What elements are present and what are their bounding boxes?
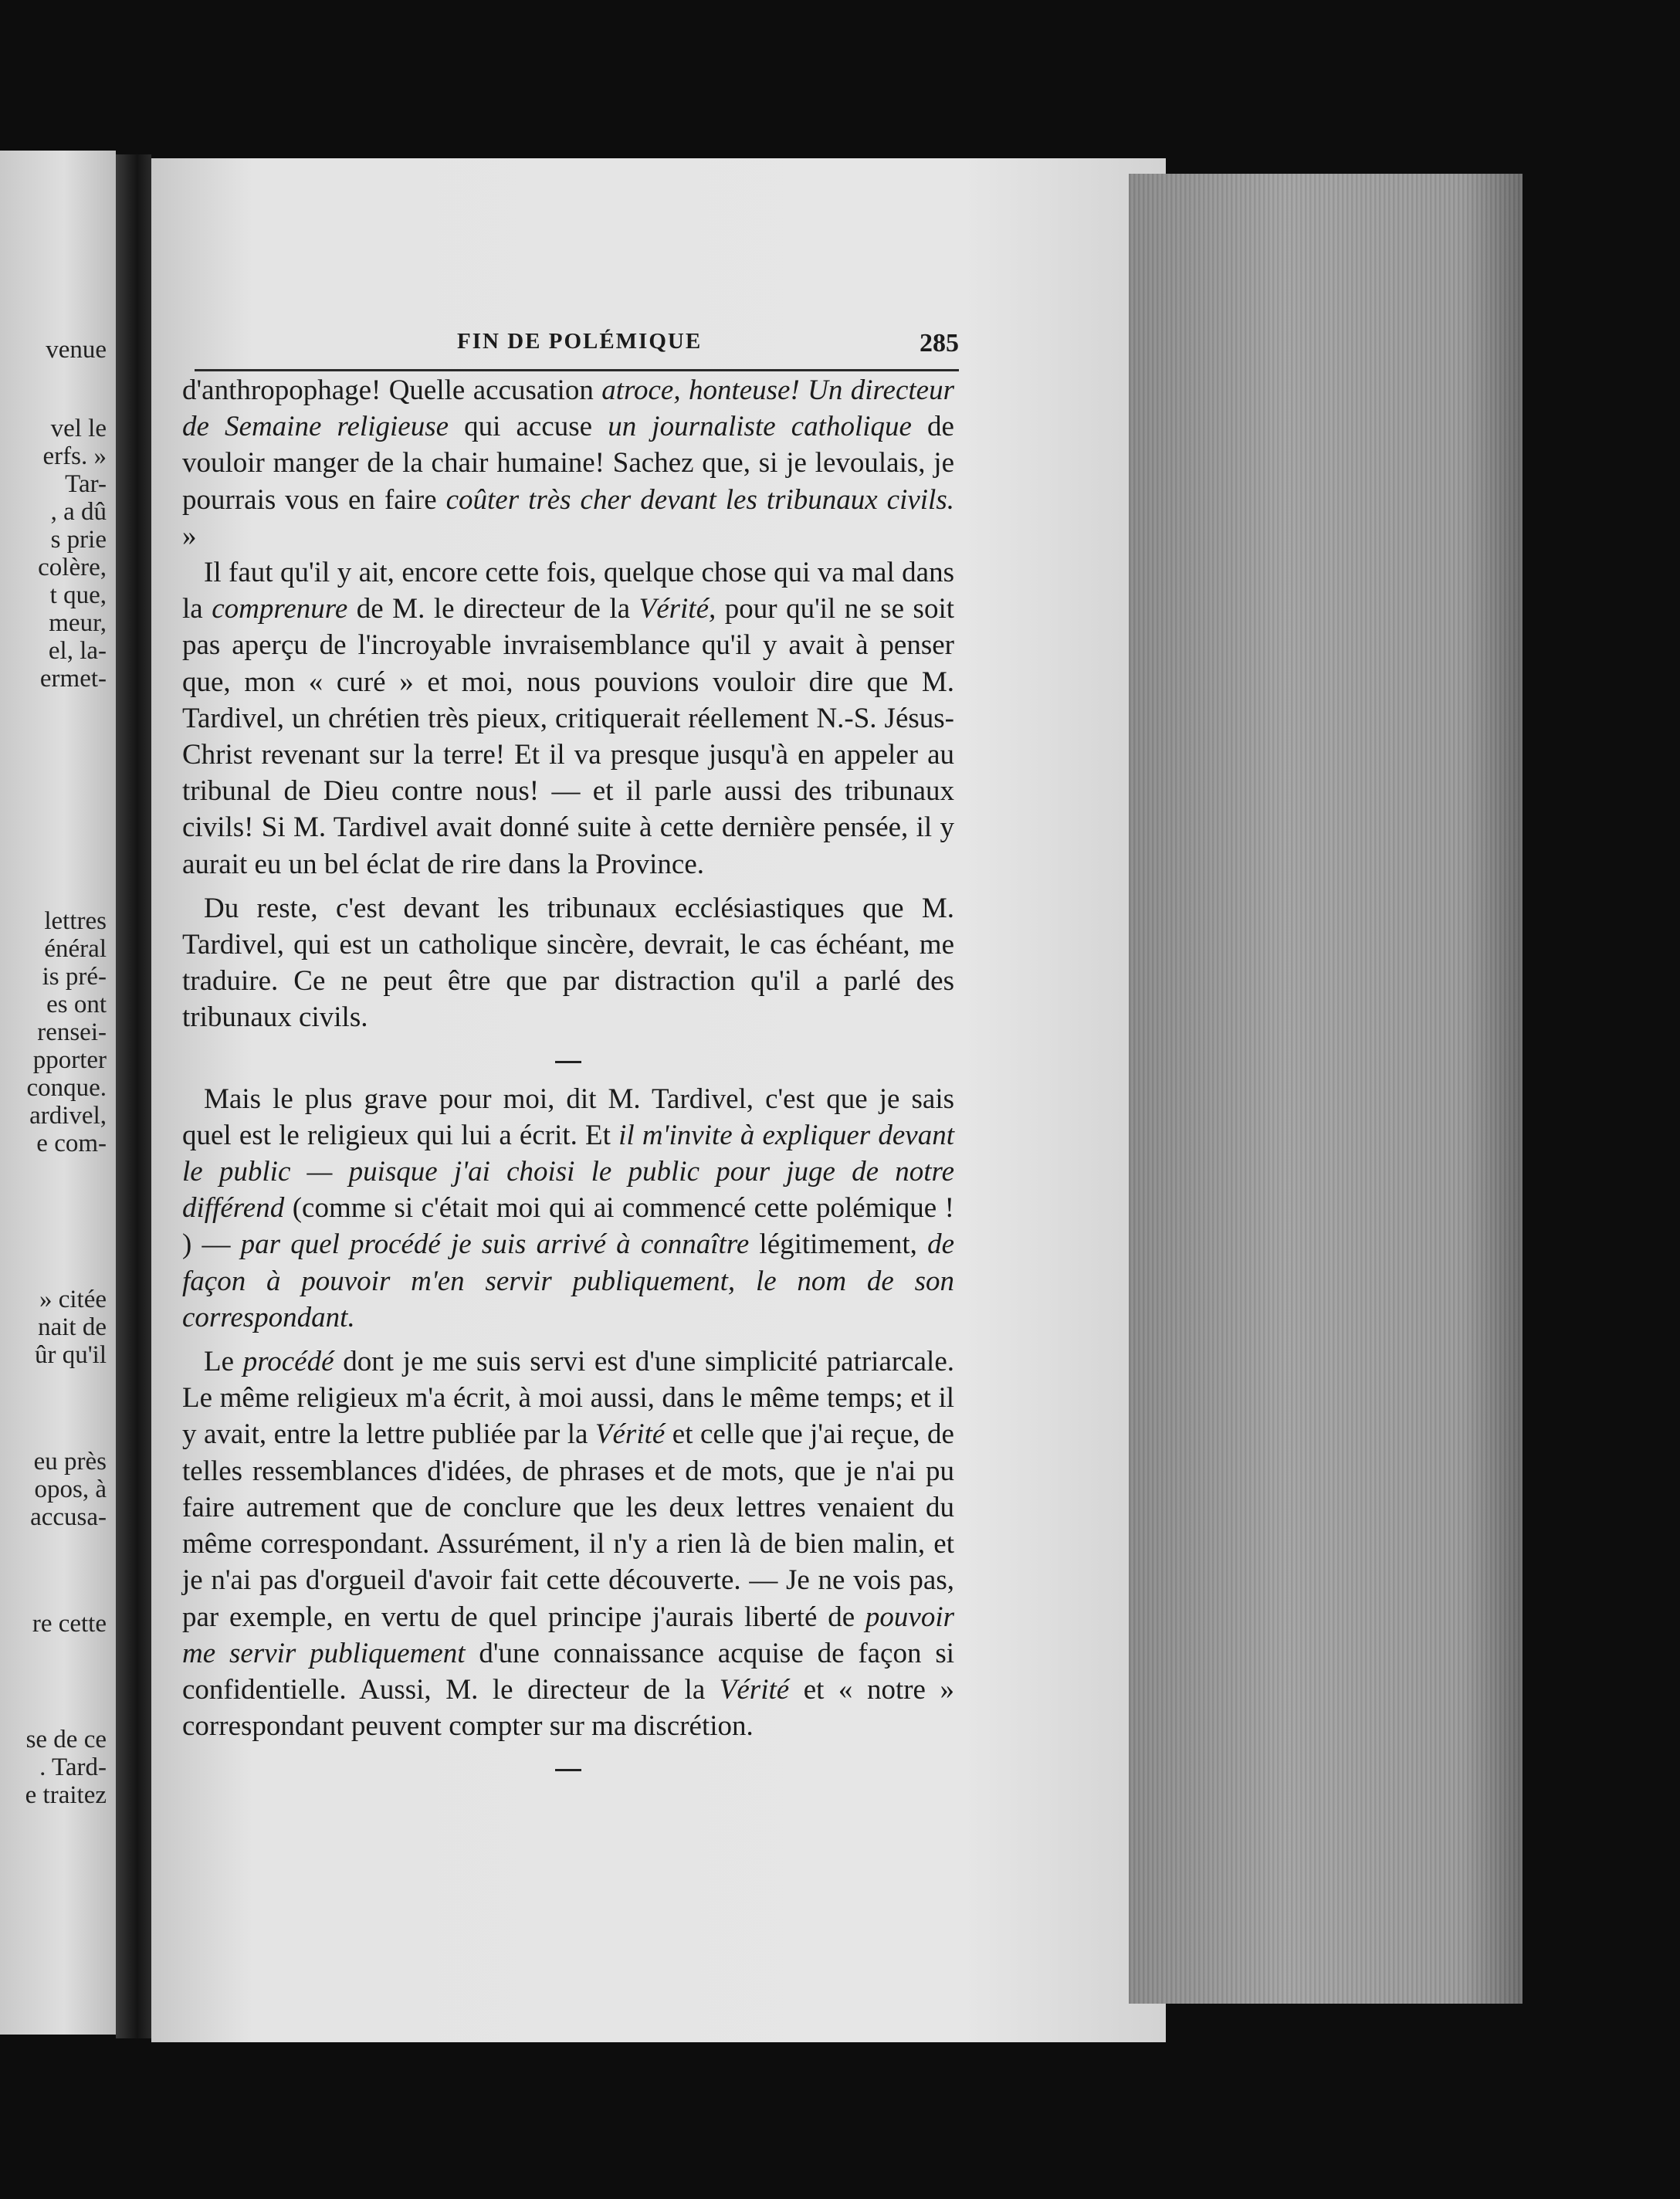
- text: Il faut qu'il y ait, encore cette fois, quelque chose qui va mal dans la: [182, 557, 954, 625]
- left-page-fragment: » citée: [39, 1286, 107, 1313]
- left-page-fragment: eu près: [33, 1448, 107, 1476]
- italic-text: par quel procédé je suis arrivé à connaître: [240, 1228, 750, 1261]
- italic-text: de façon à pouvoir m'en servir publiquement, le nom de son correspondant.: [182, 1228, 954, 1333]
- left-page-fragment: énéral: [44, 935, 107, 963]
- page-body: [182, 372, 954, 1789]
- left-page-fragment: , a dû: [50, 498, 107, 526]
- left-page-fragment: colère,: [38, 554, 107, 581]
- italic-text: comprenure: [212, 593, 348, 625]
- italic-text: atroce, honteuse! Un directeur de Semaine religieuse: [182, 374, 954, 443]
- left-page-fragment: t que,: [49, 581, 107, 609]
- left-page-fragment: conque.: [26, 1074, 107, 1102]
- text: pour qu'il ne se soit pas aperçu de l'incroyable invraisemblance qu'il y avait à penser que, mon « curé » et moi, nous pouvions vouloir dire que M. Tardivel, un chrétien très pieux, critiquerait réellement N.-S. Jésus-Christ revenant sur la terre! Et il va presque jusqu'à en appeler au tribunal de Dieu contre nous! — et il parle aussi des tribunaux civils! Si M. Tardivel avait donné suite à cette dernière pensée, il y aurait eu un bel éclat de rire dans la Province.: [182, 593, 955, 880]
- separator-dash: [555, 1769, 581, 1771]
- running-head: FIN DE POLÉMIQUE: [457, 329, 703, 354]
- paragraph: [182, 372, 954, 554]
- left-page-fragment: ûr qu'il: [34, 1341, 107, 1369]
- left-page-fragment: s prie: [50, 526, 107, 554]
- header-rule: [195, 369, 959, 371]
- italic-text: Vérité: [594, 1418, 666, 1451]
- text: et celle que j'ai reçue, de telles ressemblances d'idées, de phrases et de mots, que je n'ai pu faire autrement que de conclure que les deux lettres venaient du même correspondant. Assurément, il n'y a rien là de bien malin, et je n'ai pas d'orgueil d'avoir fait cette découverte. — Je ne vois pas, par exemple, en vertu de quel principe j'aurais liberté de: [182, 1418, 954, 1633]
- text: »: [182, 520, 197, 552]
- text: d'une connaissance acquise de façon si confidentielle. Aussi, M. le directeur de la: [182, 1637, 954, 1706]
- left-page-fragment: vel le: [50, 415, 107, 442]
- left-page-fragment: lettres: [44, 907, 107, 935]
- left-page-fragment: erfs. »: [42, 442, 107, 470]
- page-header: [195, 323, 959, 369]
- left-page-fragment: se de ce: [25, 1726, 107, 1753]
- page-number: 285: [920, 329, 959, 357]
- text: Du reste, c'est devant les tribunaux ecclésiastiques que M. Tardivel, qui est un catholique sincère, devrait, le cas échéant, me traduire. Ce ne peut être que par distraction qu'il a parlé des tribunaux civils.: [182, 892, 954, 1034]
- italic-text: un journaliste catholique: [608, 411, 912, 443]
- text: d'anthropophage! Quelle accusation: [182, 374, 602, 406]
- left-page-fragment: Tar-: [65, 470, 107, 498]
- italic-text: Vérité: [719, 1673, 790, 1706]
- section-separator: [182, 1039, 954, 1081]
- left-page-fragment: el, la-: [48, 637, 107, 665]
- text: de vouloir manger de la chair humaine! Sachez que, si je levoulais, je pourrais vous en faire: [182, 411, 954, 516]
- left-page-fragment: e com-: [36, 1130, 107, 1157]
- italic-text: pouvoir me servir publiquement: [182, 1601, 954, 1669]
- left-page-fragment: pporter: [32, 1046, 107, 1074]
- italic-text: Vérité,: [638, 593, 716, 625]
- section-separator: [182, 1747, 954, 1789]
- left-page-fragment: es ont: [46, 991, 107, 1018]
- paragraph: [182, 890, 954, 1036]
- left-page-fragment: nait de: [38, 1313, 107, 1341]
- text: qui accuse: [449, 411, 608, 443]
- book-gutter: [116, 154, 151, 2038]
- left-page-fragment: accusa-: [30, 1503, 107, 1531]
- text: Le: [204, 1346, 243, 1378]
- left-page-fragment: ermet-: [39, 665, 107, 693]
- left-page-fragment: ardivel,: [29, 1102, 107, 1130]
- text: dont je me suis servi est d'une simplicité patriarcale. Le même religieux m'a écrit, à moi aussi, dans le même temps; et il y avait, entre la lettre publiée par la: [182, 1346, 954, 1451]
- text: de M. le directeur de la: [347, 593, 639, 625]
- text: légitimement,: [749, 1228, 928, 1261]
- left-page-fragment: venue: [46, 336, 107, 364]
- italic-text: procédé: [242, 1346, 334, 1378]
- text: (comme si c'était moi qui ai commencé cette polémique ! ) —: [182, 1192, 954, 1261]
- italic-text: coûter très cher devant les tribunaux civils.: [445, 483, 954, 516]
- italic-text: il m'invite à expliquer devant le public — puisque j'ai choisi le public pour juge de notre différend: [182, 1119, 954, 1225]
- text: Mais le plus grave pour moi, dit M. Tardivel, c'est que je sais quel est le religieux qui lui a écrit. Et: [182, 1083, 954, 1151]
- left-page-fragment: re cette: [32, 1610, 107, 1638]
- left-page-fragment: renseі-: [37, 1018, 107, 1046]
- left-page-fragment: meur,: [49, 609, 107, 637]
- previous-page-strip: [0, 151, 116, 2035]
- left-page-fragment: e traitez: [25, 1781, 107, 1809]
- left-page-fragment: is pré-: [42, 963, 107, 991]
- text: et « notre » correspondant peuvent compter sur ma discrétion.: [182, 1673, 954, 1743]
- left-page-fragment: opos, à: [34, 1476, 107, 1503]
- paragraph: [182, 554, 954, 883]
- paragraph: [182, 1081, 954, 1336]
- paragraph: [182, 1343, 954, 1744]
- page-edges: [1129, 174, 1522, 2004]
- separator-dash: [555, 1061, 581, 1063]
- left-page-fragment: . Tard-: [39, 1753, 107, 1781]
